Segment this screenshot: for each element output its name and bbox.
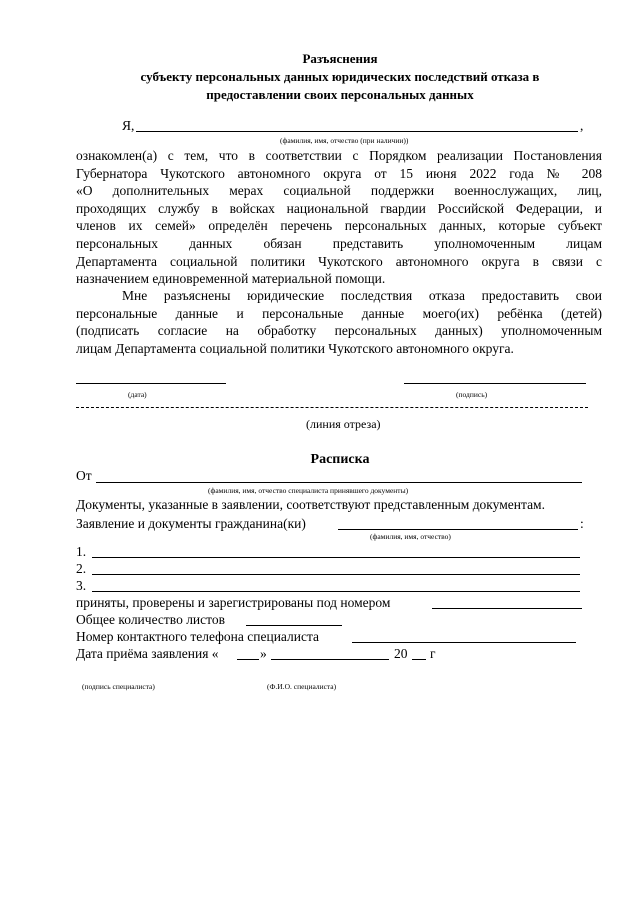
para1-line-2: Губернатора Чукотского автономного округа от 15 июня 2022 года № 208	[76, 165, 602, 181]
signature-caption: (подпись)	[456, 390, 488, 399]
statement-paragraph-2	[76, 287, 602, 357]
receipt-year-line[interactable]	[412, 659, 426, 660]
receipt-year-prefix: 20	[394, 646, 408, 661]
item-number-2: 2.	[76, 561, 87, 576]
para1-line-5: членов их семей» определён перечень персональных данных, которые субъект	[76, 218, 602, 234]
para1-line-6: персональных данных обязан представить уполномоченным лицам	[76, 235, 602, 251]
registered-label: приняты, проверены и зарегистрированы под номером	[76, 595, 391, 610]
sheets-label: Общее количество листов	[76, 612, 225, 627]
para2-line-4: лицам Департамента социальной политики Чукотского автономного округа.	[76, 340, 514, 356]
date-caption: (дата)	[128, 390, 147, 399]
para2-line-1: Мне разъяснены юридические последствия отказа предоставить свои	[122, 288, 602, 303]
docs-statement: Документы, указанные в заявлении, соответствуют представленным документам.	[76, 497, 545, 512]
receipt-month-line[interactable]	[271, 659, 389, 660]
para1-line-3: «О дополнительных мерах социальной поддержки военнослужащих, лиц,	[76, 183, 602, 199]
item-line-1[interactable]	[92, 557, 580, 558]
para1-line-8: назначением единовременной материальной помощи.	[76, 271, 386, 287]
registration-number-line[interactable]	[432, 608, 582, 609]
phone-field-line[interactable]	[352, 642, 576, 643]
doc-title-line-2: субъекту персональных данных юридических последствий отказа в	[140, 69, 540, 84]
fio-field-line[interactable]	[136, 131, 578, 132]
citizen-caption: (фамилия, имя, отчество)	[370, 532, 451, 541]
application-label: Заявление и документы гражданина(ки)	[76, 516, 306, 531]
date-field-line[interactable]	[76, 383, 226, 384]
specialist-fio-caption: (Ф.И.О. специалиста)	[267, 682, 337, 691]
phone-label: Номер контактного телефона специалиста	[76, 629, 320, 644]
doc-title-line-1: Разъяснения	[302, 51, 378, 66]
fio-comma: ,	[580, 118, 584, 133]
receipt-date-label: Дата приёма заявления «	[76, 646, 219, 661]
para1-line-4: проходящих службу в войсках национальной гвардии Российской Федерации, и	[76, 200, 602, 216]
receipt-date-quote-close: »	[260, 646, 267, 661]
para1-line-7: Департамента социальной политики Чукотского автономного округа в связи с	[76, 253, 602, 269]
para2-line-2: персональные данные и персональные данные моего(их) ребёнка (детей)	[76, 305, 602, 321]
item-line-3[interactable]	[92, 591, 580, 592]
statement-paragraph-1	[76, 147, 602, 288]
specialist-signature-caption: (подпись специалиста)	[82, 682, 155, 691]
receipt-day-line[interactable]	[237, 659, 259, 660]
receipt-year-suffix: г	[430, 646, 436, 661]
from-caption: (фамилия, имя, отчество специалиста принявшего документы)	[208, 486, 409, 495]
cut-line-label: (линия отрезa)	[306, 417, 381, 431]
para2-line-3: (подписать согласие на обработку персональных данных) уполномоченным	[76, 323, 602, 339]
citizen-field-line[interactable]	[338, 529, 578, 530]
cut-dashed-line	[76, 407, 588, 408]
para1-line-1: ознакомлен(а) с тем, что в соответствии с Порядком реализации Постановления	[76, 148, 602, 163]
item-number-3: 3.	[76, 578, 87, 593]
receipt-title: Расписка	[310, 452, 370, 467]
item-number-1: 1.	[76, 544, 87, 559]
sheets-count-line[interactable]	[246, 625, 342, 626]
ya-label: Я,	[122, 118, 135, 133]
item-line-2[interactable]	[92, 574, 580, 575]
doc-title-line-3: предоставлении своих персональных данных	[206, 87, 474, 102]
application-colon: :	[580, 516, 584, 531]
from-label: От	[76, 468, 92, 483]
fio-caption: (фамилия, имя, отчество (при наличии))	[280, 136, 409, 145]
signature-field-line[interactable]	[404, 383, 586, 384]
from-field-line[interactable]	[96, 482, 582, 483]
